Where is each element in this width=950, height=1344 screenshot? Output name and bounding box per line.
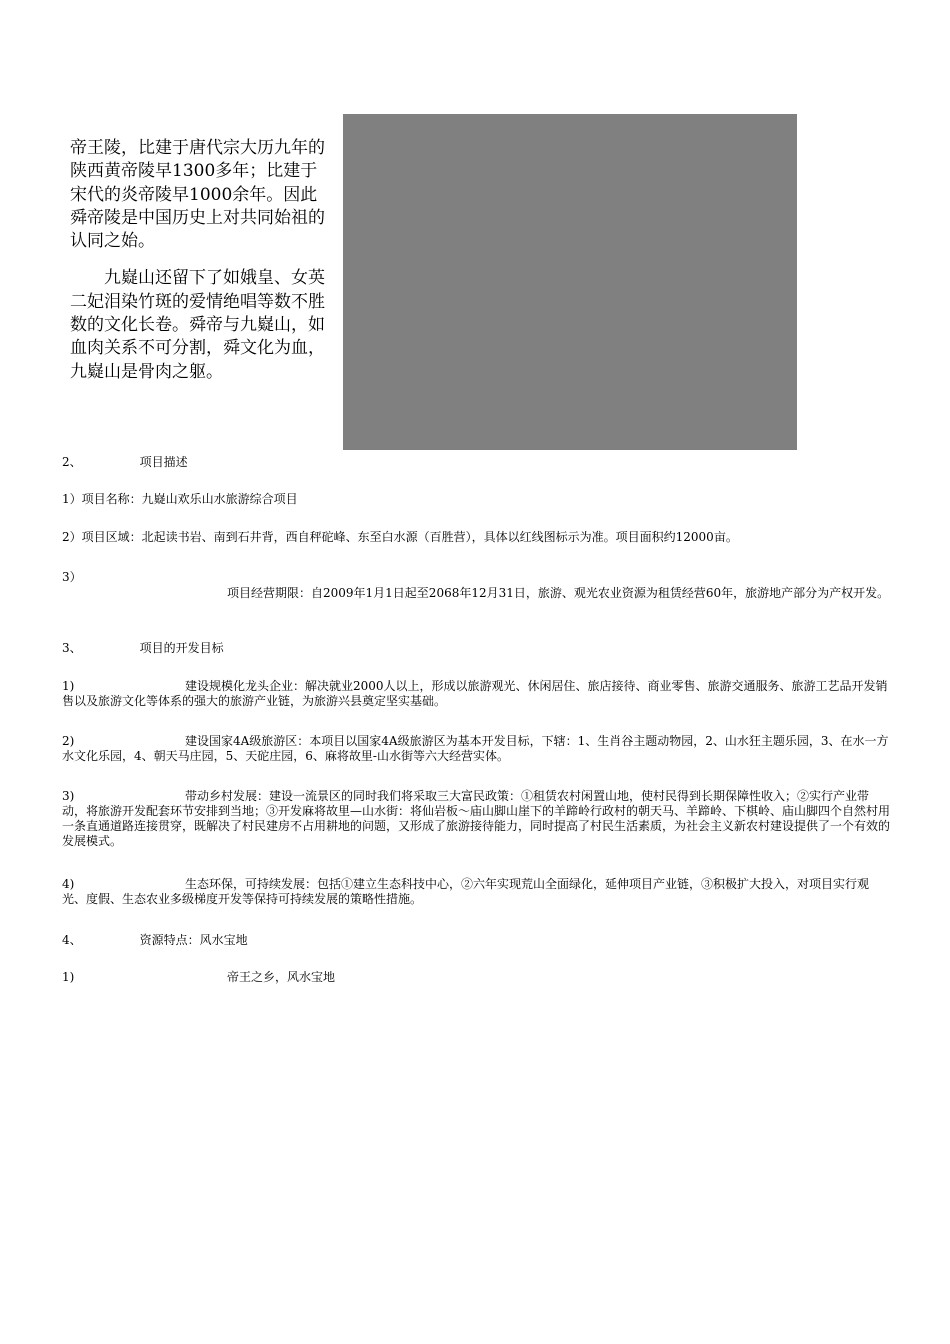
intro-paragraph-1: 帝王陵，比建于唐代宗大历九年的陕西黄帝陵早1300多年；比建于宋代的炎帝陵早1000余年。因此舜帝陵是中国历史上对共同始祖的认同之始。 xyxy=(70,138,325,252)
intro-paragraph-2: 九嶷山还留下了如娥皇、女英二妃泪染竹斑的爱情绝唱等数不胜数的文化长卷。舜帝与九嶷山，如血肉关系不可分割，舜文化为血，九嶷山是骨肉之躯。 xyxy=(70,268,325,382)
section-3-heading xyxy=(62,641,892,656)
section-title: 项目描述 xyxy=(139,455,188,469)
section-4-heading xyxy=(62,933,892,948)
section-number: 2、 xyxy=(62,455,82,469)
section-title: 资源特点：风水宝地 xyxy=(139,933,248,947)
section-number: 3、 xyxy=(62,641,82,655)
intro-text-block xyxy=(70,137,332,384)
goal-item-4 xyxy=(62,877,892,907)
item-number: 1) xyxy=(62,679,75,693)
item-text: 建设规模化龙头企业：解决就业2000人以上，形成以旅游观光、休闲居住、旅店接待、商业零售、旅游交通服务、旅游工艺品开发销售以及旅游文化等体系的强大的旅游产业链，为旅游兴县奠定坚实基础。 xyxy=(62,679,888,708)
item-number: 4) xyxy=(62,877,75,891)
item-text: 生态环保，可持续发展：包括①建立生态科技中心，②六年实现荒山全面绿化，延伸项目产业链，③积极扩大投入，对项目实行观光、度假、生态农业多级梯度开发等保持可持续发展的策略性措施。 xyxy=(62,877,870,906)
project-name: 1）项目名称：九嶷山欢乐山水旅游综合项目 xyxy=(62,492,298,506)
item-number: 2) xyxy=(62,734,75,748)
item-text: 建设国家4A级旅游区：本项目以国家4A级旅游区为基本开发目标，下辖：1、生肖谷主题动物园，2、山水狂主题乐园，3、在水一方水文化乐园，4、朝天马庄园，5、天砣庄园，6、麻将故里-山水街等六大经营实体。 xyxy=(62,734,889,763)
project-term-number: 3） xyxy=(62,570,82,584)
project-area: 2）项目区域：北起读书岩、南到石井背，西自秤砣峰、东至白水源（百胜营），具体以红线图标示为准。项目面积约12000亩。 xyxy=(62,530,738,544)
item-number: 1) xyxy=(62,970,75,984)
goal-item-2 xyxy=(62,734,892,764)
goal-item-3 xyxy=(62,789,892,849)
item-number: 3) xyxy=(62,789,75,803)
image-placeholder xyxy=(343,114,797,450)
section-number: 4、 xyxy=(62,933,82,947)
project-term: 项目经营期限：自2009年1月1日起至2068年12月31日，旅游、观光农业资源为租赁经营60年，旅游地产部分为产权开发。 xyxy=(227,586,890,600)
item-text: 带动乡村发展：建设一流景区的同时我们将采取三大富民政策：①租赁农村闲置山地，使村民得到长期保障性收入；②实行产业带动，将旅游开发配套环节安排到当地；③开发麻将故里—山水街：将仙岩板～庙山脚山崖下的羊蹄岭行政村的朝天马、羊蹄岭、下棋岭、庙山脚四个自然村用一条直通道路连接贯穿，既解决了村民建房不占用耕地的问题，又形成了旅游接待能力，同时提高了村民生活素质，为社会主义新农村建设提供了一个有效的发展模式。 xyxy=(62,789,891,848)
resource-item-1 xyxy=(62,970,892,985)
section-2-heading xyxy=(62,455,892,470)
goal-item-1 xyxy=(62,679,892,709)
item-text: 帝王之乡，风水宝地 xyxy=(227,970,336,984)
section-title: 项目的开发目标 xyxy=(139,641,224,655)
